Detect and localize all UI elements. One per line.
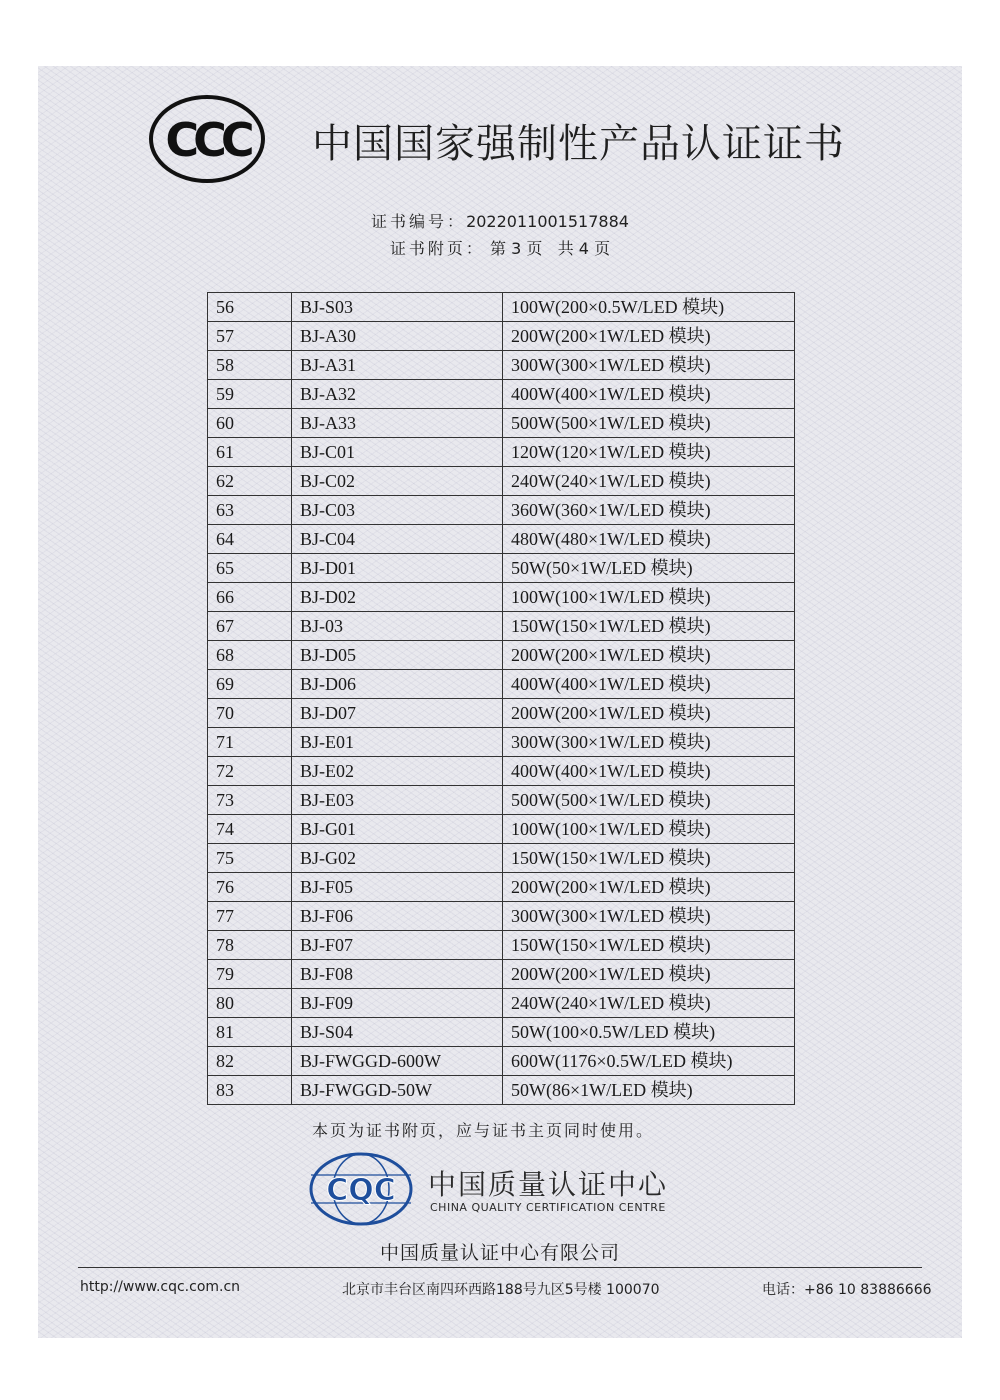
model-spec: 150W(150×1W/LED 模块) bbox=[503, 844, 795, 873]
model-spec: 150W(150×1W/LED 模块) bbox=[503, 931, 795, 960]
model-spec: 50W(86×1W/LED 模块) bbox=[503, 1076, 795, 1105]
model-code: BJ-G02 bbox=[292, 844, 503, 873]
model-spec: 400W(400×1W/LED 模块) bbox=[503, 757, 795, 786]
model-code: BJ-E03 bbox=[292, 786, 503, 815]
appendix-page-line bbox=[0, 236, 1000, 259]
model-code: BJ-A32 bbox=[292, 380, 503, 409]
model-spec: 100W(200×0.5W/LED 模块) bbox=[503, 293, 795, 322]
model-spec: 100W(100×1W/LED 模块) bbox=[503, 815, 795, 844]
table-row bbox=[208, 757, 795, 786]
certificate-title: 中国国家强制性产品认证证书 bbox=[312, 121, 845, 167]
table-row bbox=[208, 496, 795, 525]
row-number: 62 bbox=[208, 467, 292, 496]
page-prefix: 第 bbox=[490, 239, 507, 258]
row-number: 78 bbox=[208, 931, 292, 960]
certificate-number: 2022011001517884 bbox=[466, 212, 629, 231]
row-number: 83 bbox=[208, 1076, 292, 1105]
address: 北京市丰台区南四环西路188号九区5号楼 100070 bbox=[342, 1282, 660, 1298]
model-spec: 500W(500×1W/LED 模块) bbox=[503, 409, 795, 438]
ccc-logo bbox=[148, 94, 266, 184]
cqc-globe-logo bbox=[308, 1151, 414, 1227]
table-row bbox=[208, 699, 795, 728]
model-code: BJ-S03 bbox=[292, 293, 503, 322]
model-spec: 100W(100×1W/LED 模块) bbox=[503, 583, 795, 612]
row-number: 58 bbox=[208, 351, 292, 380]
model-code: BJ-F07 bbox=[292, 931, 503, 960]
model-spec: 400W(400×1W/LED 模块) bbox=[503, 380, 795, 409]
certificate-number-line bbox=[0, 209, 1000, 232]
certificate-number-label: 证书编号： bbox=[371, 212, 467, 231]
table-row bbox=[208, 1076, 795, 1105]
model-code: BJ-A31 bbox=[292, 351, 503, 380]
total-prefix: 共 bbox=[557, 239, 574, 258]
model-code: BJ-G01 bbox=[292, 815, 503, 844]
cqc-logo-text: CQC bbox=[326, 1173, 396, 1208]
table-row bbox=[208, 351, 795, 380]
model-spec: 200W(200×1W/LED 模块) bbox=[503, 322, 795, 351]
table-row bbox=[208, 786, 795, 815]
row-number: 72 bbox=[208, 757, 292, 786]
row-number: 65 bbox=[208, 554, 292, 583]
table-row bbox=[208, 902, 795, 931]
row-number: 66 bbox=[208, 583, 292, 612]
model-code: BJ-D02 bbox=[292, 583, 503, 612]
row-number: 74 bbox=[208, 815, 292, 844]
table-row bbox=[208, 293, 795, 322]
row-number: 57 bbox=[208, 322, 292, 351]
table-row bbox=[208, 525, 795, 554]
phone: 电话：+86 10 83886666 bbox=[762, 1282, 932, 1298]
table-row bbox=[208, 844, 795, 873]
row-number: 79 bbox=[208, 960, 292, 989]
row-number: 81 bbox=[208, 1018, 292, 1047]
model-spec: 360W(360×1W/LED 模块) bbox=[503, 496, 795, 525]
model-code: BJ-D07 bbox=[292, 699, 503, 728]
row-number: 60 bbox=[208, 409, 292, 438]
model-spec: 300W(300×1W/LED 模块) bbox=[503, 902, 795, 931]
row-number: 69 bbox=[208, 670, 292, 699]
table-row bbox=[208, 670, 795, 699]
model-code: BJ-A33 bbox=[292, 409, 503, 438]
model-code: BJ-C04 bbox=[292, 525, 503, 554]
row-number: 73 bbox=[208, 786, 292, 815]
model-code: BJ-E01 bbox=[292, 728, 503, 757]
row-number: 67 bbox=[208, 612, 292, 641]
ccc-logo-text: CCC bbox=[165, 113, 249, 167]
model-code: BJ-C03 bbox=[292, 496, 503, 525]
table-row bbox=[208, 728, 795, 757]
row-number: 61 bbox=[208, 438, 292, 467]
table-row bbox=[208, 1047, 795, 1076]
model-spec: 50W(50×1W/LED 模块) bbox=[503, 554, 795, 583]
model-code: BJ-D06 bbox=[292, 670, 503, 699]
table-row bbox=[208, 612, 795, 641]
model-code: BJ-F09 bbox=[292, 989, 503, 1018]
model-code: BJ-FWGGD-600W bbox=[292, 1047, 503, 1076]
model-spec: 200W(200×1W/LED 模块) bbox=[503, 699, 795, 728]
row-number: 71 bbox=[208, 728, 292, 757]
model-code: BJ-S04 bbox=[292, 1018, 503, 1047]
model-spec: 300W(300×1W/LED 模块) bbox=[503, 728, 795, 757]
row-number: 76 bbox=[208, 873, 292, 902]
model-spec: 50W(100×0.5W/LED 模块) bbox=[503, 1018, 795, 1047]
model-spec: 240W(240×1W/LED 模块) bbox=[503, 989, 795, 1018]
table-row bbox=[208, 873, 795, 902]
model-spec: 200W(200×1W/LED 模块) bbox=[503, 873, 795, 902]
total-suffix: 页 bbox=[594, 239, 611, 258]
table-row bbox=[208, 409, 795, 438]
row-number: 63 bbox=[208, 496, 292, 525]
model-spec: 500W(500×1W/LED 模块) bbox=[503, 786, 795, 815]
model-code: BJ-F05 bbox=[292, 873, 503, 902]
row-number: 80 bbox=[208, 989, 292, 1018]
page-suffix: 页 bbox=[526, 239, 543, 258]
appendix-label: 证书附页： bbox=[389, 239, 485, 258]
table-row bbox=[208, 554, 795, 583]
model-code: BJ-F08 bbox=[292, 960, 503, 989]
row-number: 75 bbox=[208, 844, 292, 873]
table-row bbox=[208, 467, 795, 496]
model-code: BJ-A30 bbox=[292, 322, 503, 351]
website-url[interactable]: http://www.cqc.com.cn bbox=[80, 1279, 241, 1295]
model-spec: 300W(300×1W/LED 模块) bbox=[503, 351, 795, 380]
page-total: 4 bbox=[578, 239, 589, 258]
row-number: 68 bbox=[208, 641, 292, 670]
appendix-note: 本页为证书附页，应与证书主页同时使用。 bbox=[312, 1121, 655, 1140]
table-row bbox=[208, 380, 795, 409]
model-code: BJ-E02 bbox=[292, 757, 503, 786]
model-spec: 400W(400×1W/LED 模块) bbox=[503, 670, 795, 699]
row-number: 56 bbox=[208, 293, 292, 322]
table-row bbox=[208, 583, 795, 612]
model-table-body bbox=[208, 293, 795, 1105]
table-row bbox=[208, 641, 795, 670]
model-spec: 120W(120×1W/LED 模块) bbox=[503, 438, 795, 467]
row-number: 82 bbox=[208, 1047, 292, 1076]
table-row bbox=[208, 438, 795, 467]
model-spec: 240W(240×1W/LED 模块) bbox=[503, 467, 795, 496]
model-spec: 480W(480×1W/LED 模块) bbox=[503, 525, 795, 554]
company-name: 中国质量认证中心有限公司 bbox=[379, 1242, 620, 1264]
model-code: BJ-C02 bbox=[292, 467, 503, 496]
table-row bbox=[208, 322, 795, 351]
model-code: BJ-D05 bbox=[292, 641, 503, 670]
model-spec: 200W(200×1W/LED 模块) bbox=[503, 641, 795, 670]
row-number: 77 bbox=[208, 902, 292, 931]
table-row bbox=[208, 1018, 795, 1047]
cqc-name-en: CHINA QUALITY CERTIFICATION CENTRE bbox=[430, 1201, 666, 1214]
row-number: 64 bbox=[208, 525, 292, 554]
table-row bbox=[208, 960, 795, 989]
row-number: 59 bbox=[208, 380, 292, 409]
model-code: BJ-03 bbox=[292, 612, 503, 641]
footer-divider bbox=[78, 1267, 922, 1268]
model-code: BJ-D01 bbox=[292, 554, 503, 583]
cqc-name-cn: 中国质量认证中心 bbox=[428, 1168, 669, 1201]
model-code: BJ-FWGGD-50W bbox=[292, 1076, 503, 1105]
table-row bbox=[208, 931, 795, 960]
model-spec: 600W(1176×0.5W/LED 模块) bbox=[503, 1047, 795, 1076]
model-table bbox=[207, 292, 795, 1105]
table-row bbox=[208, 989, 795, 1018]
page-current: 3 bbox=[511, 239, 522, 258]
row-number: 70 bbox=[208, 699, 292, 728]
model-spec: 200W(200×1W/LED 模块) bbox=[503, 960, 795, 989]
model-code: BJ-C01 bbox=[292, 438, 503, 467]
model-spec: 150W(150×1W/LED 模块) bbox=[503, 612, 795, 641]
table-row bbox=[208, 815, 795, 844]
model-code: BJ-F06 bbox=[292, 902, 503, 931]
